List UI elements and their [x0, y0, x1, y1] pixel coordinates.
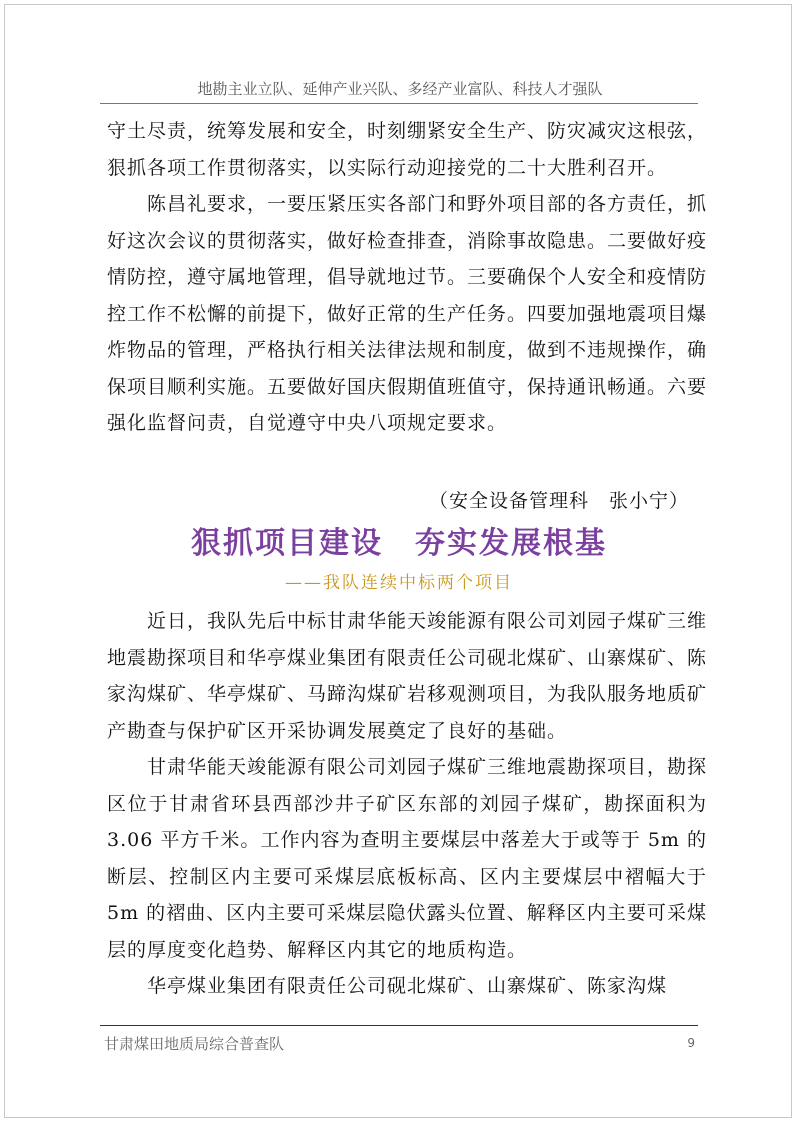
article-title: 狠抓项目建设 夯实发展根基: [191, 526, 607, 561]
paragraph: 陈昌礼要求，一要压紧压实各部门和野外项目部的各方责任，抓好这次会议的贯彻落实，做好检查排查，消除事故隐患。二要做好疫情防控，遵守属地管理，倡导就地过节。三要确保个人安全和疫情防控工作不松懈的前提下，做好正常的生产任务。四要加强地震项目爆炸物品的管理，严格执行相关法律法规和制度，做到不违规操作，确保项目顺利实施。五要做好国庆假期值班值守，保持通讯畅通。六要强化监督问责，自觉遵守中央八项规定要求。: [107, 193, 708, 434]
paragraph: 守土尽责，统筹发展和安全，时刻绷紧安全生产、防灾减灾这根弦，狠抓各项工作贯彻落实，以实际行动迎接党的二十大胜利召开。: [107, 120, 708, 179]
paragraph: 甘肃华能天竣能源有限公司刘园子煤矿三维地震勘探项目，勘探区位于甘肃省环县西部沙井子矿区东部的刘园子煤矿，勘探面积为 3.06 平方千米。工作内容为查明主要煤层中落差大于或等于 5m 的断层、控制区内主要可采煤层底板标高、区内主要煤层中褶幅大于 5m 的褶曲、区内主要可采煤层隐伏露头位置、解释区内主要可采煤层的厚度变化趋势、解释区内其它的地质构造。: [107, 756, 708, 961]
paragraph: 近日，我队先后中标甘肃华能天竣能源有限公司刘园子煤矿三维地震勘探项目和华亭煤业集团有限责任公司砚北煤矿、山寨煤矿、陈家沟煤矿、华亭煤矿、马蹄沟煤矿岩移观测项目，为我队服务地质矿产勘查与保护矿区开采协调发展奠定了良好的基础。: [107, 610, 708, 742]
footer-organization: 甘肃煤田地质局综合普查队: [104, 1035, 285, 1053]
article-body: [107, 603, 707, 1005]
page-number: 9: [687, 1036, 695, 1050]
footer-divider: [100, 1025, 698, 1026]
article-subtitle: ——我队连续中标两个项目: [285, 573, 513, 593]
byline: （安全设备管理科 张小宁）: [428, 490, 689, 512]
header-motto: 地勘主业立队、延伸产业兴队、多经产业富队、科技人才强队: [197, 80, 603, 98]
header-divider: [100, 103, 698, 104]
paragraph: 华亭煤业集团有限责任公司砚北煤矿、山寨煤矿、陈家沟煤: [147, 975, 668, 997]
previous-article-body: [107, 113, 707, 442]
